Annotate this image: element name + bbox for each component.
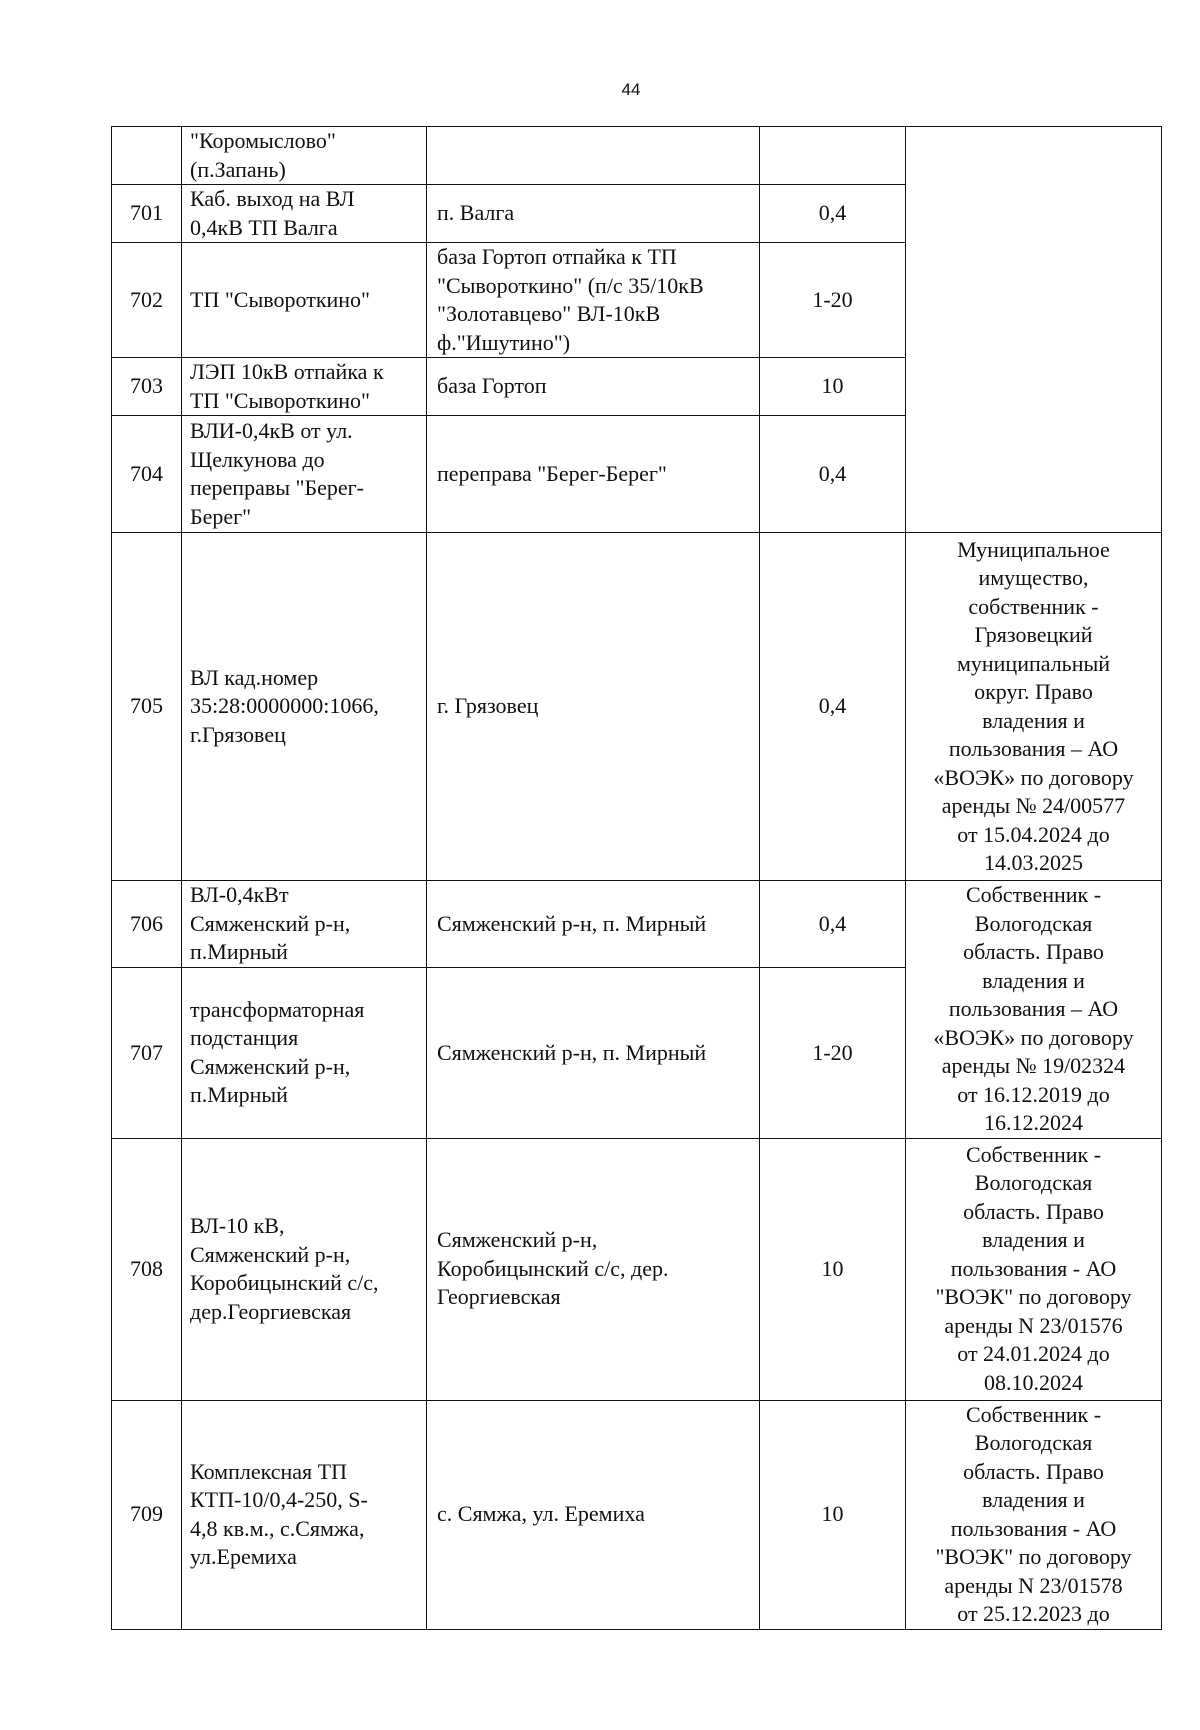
object-location-line: Коробицынский с/с, дер. [437, 1255, 669, 1281]
ownership-info-line: округ. Право [974, 679, 1093, 704]
object-name-line: Коробицынский с/с, [190, 1270, 379, 1295]
object-location [427, 185, 760, 243]
object-name [182, 1400, 427, 1629]
ownership-info-line: область. Право [963, 939, 1104, 964]
object-name-line: дер.Георгиевская [190, 1298, 352, 1324]
object-name-line: 35:28:0000000:1066, [190, 693, 379, 719]
voltage-class: 10 [760, 358, 906, 416]
ownership-info-line: область. Право [963, 1458, 1104, 1484]
ownership-info-line: аренды № 24/00577 [941, 793, 1126, 818]
voltage-class: 1-20 [760, 243, 906, 358]
ownership-info-line: аренды № 19/02324 [941, 1053, 1126, 1078]
ownership-info-line: Собственник - [965, 882, 1102, 907]
object-location-line: "Сывороткино" (п/с 35/10кВ [437, 272, 704, 298]
object-location-line: база Гортоп отпайка к ТП [437, 244, 677, 269]
row-number [112, 127, 182, 185]
row-number: 704 [112, 416, 182, 533]
object-name-line: п.Мирный [190, 1082, 288, 1108]
object-location-line: Сямженский р-н, [437, 1227, 598, 1253]
ownership-info-line: собственник - [968, 593, 1099, 619]
table-row [112, 127, 1162, 185]
registry-table [111, 126, 1162, 1630]
object-location-line: Сямженский р-н, п. Мирный [437, 1039, 707, 1065]
object-location-line: переправа "Берег-Берег" [437, 460, 667, 486]
ownership-info [906, 533, 1162, 881]
object-name [182, 416, 427, 533]
object-name [182, 358, 427, 416]
object-name [182, 243, 427, 358]
object-name-line: ВЛ кад.номер [190, 664, 319, 690]
table-row [112, 881, 1162, 968]
row-number: 708 [112, 1138, 182, 1400]
ownership-info-line: «ВОЭК» по договору [933, 764, 1134, 790]
row-number: 709 [112, 1400, 182, 1629]
object-name-line: подстанция [190, 1025, 299, 1051]
ownership-info-line: 16.12.2024 [984, 1110, 1083, 1135]
row-number: 707 [112, 968, 182, 1138]
ownership-info [906, 1400, 1162, 1629]
ownership-info-line: "ВОЭК" по договору [935, 1284, 1132, 1310]
voltage-class: 0,4 [760, 185, 906, 243]
object-name-line: Комплексная ТП [190, 1458, 347, 1484]
object-location-line: п. Валга [437, 200, 515, 226]
object-location [427, 243, 760, 358]
ownership-info-line: область. Право [963, 1198, 1104, 1224]
object-location-line: Георгиевская [437, 1284, 561, 1310]
object-name [182, 533, 427, 881]
ownership-info-line: от 16.12.2019 до [957, 1081, 1110, 1107]
row-number: 701 [112, 185, 182, 243]
object-name-line: ВЛ-0,4кВт [190, 882, 289, 908]
ownership-info-line: «ВОЭК» по договору [933, 1024, 1134, 1050]
object-name-line: переправы "Берег- [190, 475, 365, 500]
ownership-info [906, 881, 1162, 1139]
object-name-line: "Коромыслово" [190, 128, 336, 153]
ownership-info-line: 14.03.2025 [984, 850, 1083, 875]
voltage-class [760, 127, 906, 185]
ownership-info-line: Вологодская [974, 910, 1093, 936]
object-name-line: ул.Еремиха [190, 1544, 297, 1569]
object-location [427, 127, 760, 185]
object-name-line: ЛЭП 10кВ отпайка к [190, 359, 384, 384]
ownership-info-line: владения и [982, 967, 1085, 993]
object-location-line: база Гортоп [437, 373, 547, 399]
page-number: 44 [621, 80, 641, 99]
object-name-line: 0,4кВ ТП Валга [190, 214, 338, 240]
object-name [182, 1138, 427, 1400]
voltage-class: 10 [760, 1138, 906, 1400]
table-row [112, 1400, 1162, 1629]
ownership-info-line: Грязовецкий [974, 622, 1093, 647]
object-location [427, 881, 760, 968]
ownership-info-line: владения и [982, 1227, 1085, 1253]
ownership-info-line: Собственник - [965, 1141, 1102, 1167]
object-name-line: Каб. выход на ВЛ [190, 186, 355, 211]
object-name [182, 127, 427, 185]
voltage-class: 0,4 [760, 416, 906, 533]
ownership-info-line: владения и [982, 707, 1085, 733]
ownership-info-line: "ВОЭК" по договору [935, 1544, 1132, 1569]
object-name-line: ВЛИ-0,4кВ от ул. [190, 418, 353, 443]
voltage-class: 1-20 [760, 968, 906, 1138]
object-name-line: Сямженский р-н, [190, 1053, 351, 1079]
row-number: 703 [112, 358, 182, 416]
voltage-class: 10 [760, 1400, 906, 1629]
table-row [112, 1138, 1162, 1400]
object-location-line: "Золотавцево" ВЛ-10кВ [437, 301, 661, 326]
voltage-class: 0,4 [760, 533, 906, 881]
object-location-line: ф."Ишутино") [437, 329, 571, 355]
ownership-info-line: пользования - АО [950, 1515, 1117, 1541]
ownership-info-line: аренды N 23/01576 [944, 1312, 1123, 1338]
row-number: 705 [112, 533, 182, 881]
object-name-line: ВЛ-10 кВ, [190, 1213, 285, 1238]
ownership-info [906, 127, 1162, 533]
object-name [182, 968, 427, 1138]
object-location [427, 968, 760, 1138]
object-name-line: Берег" [190, 503, 252, 529]
ownership-info-line: от 24.01.2024 до [957, 1341, 1110, 1367]
registry-body [112, 127, 1162, 1630]
ownership-info-line: Собственник - [965, 1401, 1102, 1427]
ownership-info-line: от 25.12.2023 до [957, 1601, 1110, 1626]
object-name-line: ТП "Сывороткино" [190, 387, 371, 413]
object-location [427, 358, 760, 416]
voltage-class: 0,4 [760, 881, 906, 968]
object-name-line: трансформаторная [190, 996, 365, 1022]
ownership-info-line: 08.10.2024 [984, 1369, 1083, 1395]
ownership-info-line: пользования – АО [948, 736, 1119, 761]
object-name-line: п.Мирный [190, 939, 288, 965]
object-name-line: Щелкунова до [190, 446, 325, 472]
ownership-info-line: имущество, [978, 565, 1089, 590]
object-location-line: Сямженский р-н, п. Мирный [437, 910, 707, 936]
ownership-info-line: Вологодская [974, 1430, 1093, 1455]
ownership-info-line: Муниципальное [957, 536, 1110, 562]
object-name-line: Сямженский р-н, [190, 910, 351, 936]
object-name-line: Сямженский р-н, [190, 1241, 351, 1267]
object-name-line: г.Грязовец [190, 721, 286, 747]
ownership-info-line: муниципальный [956, 650, 1111, 676]
row-number: 702 [112, 243, 182, 358]
object-name [182, 881, 427, 968]
ownership-info-line: Вологодская [974, 1170, 1093, 1196]
ownership-info-line: пользования – АО [948, 996, 1119, 1021]
object-name-line: ТП "Сывороткино" [190, 286, 371, 312]
ownership-info-line: аренды N 23/01578 [944, 1572, 1123, 1598]
object-location [427, 533, 760, 881]
object-name-line: (п.Запань) [190, 156, 286, 182]
ownership-info-line: пользования - АО [950, 1255, 1117, 1281]
object-location [427, 1400, 760, 1629]
object-location-line: г. Грязовец [437, 693, 539, 719]
object-name [182, 185, 427, 243]
ownership-info-line: владения и [982, 1487, 1085, 1512]
ownership-info-line: от 15.04.2024 до [957, 821, 1110, 847]
object-name-line: КТП-10/0,4-250, S- [190, 1487, 368, 1512]
object-location [427, 416, 760, 533]
object-location-line: с. Сямжа, ул. Еремиха [437, 1501, 645, 1527]
object-name-line: 4,8 кв.м., с.Сямжа, [190, 1515, 365, 1541]
row-number: 706 [112, 881, 182, 968]
table-row [112, 533, 1162, 881]
ownership-info [906, 1138, 1162, 1400]
object-location [427, 1138, 760, 1400]
